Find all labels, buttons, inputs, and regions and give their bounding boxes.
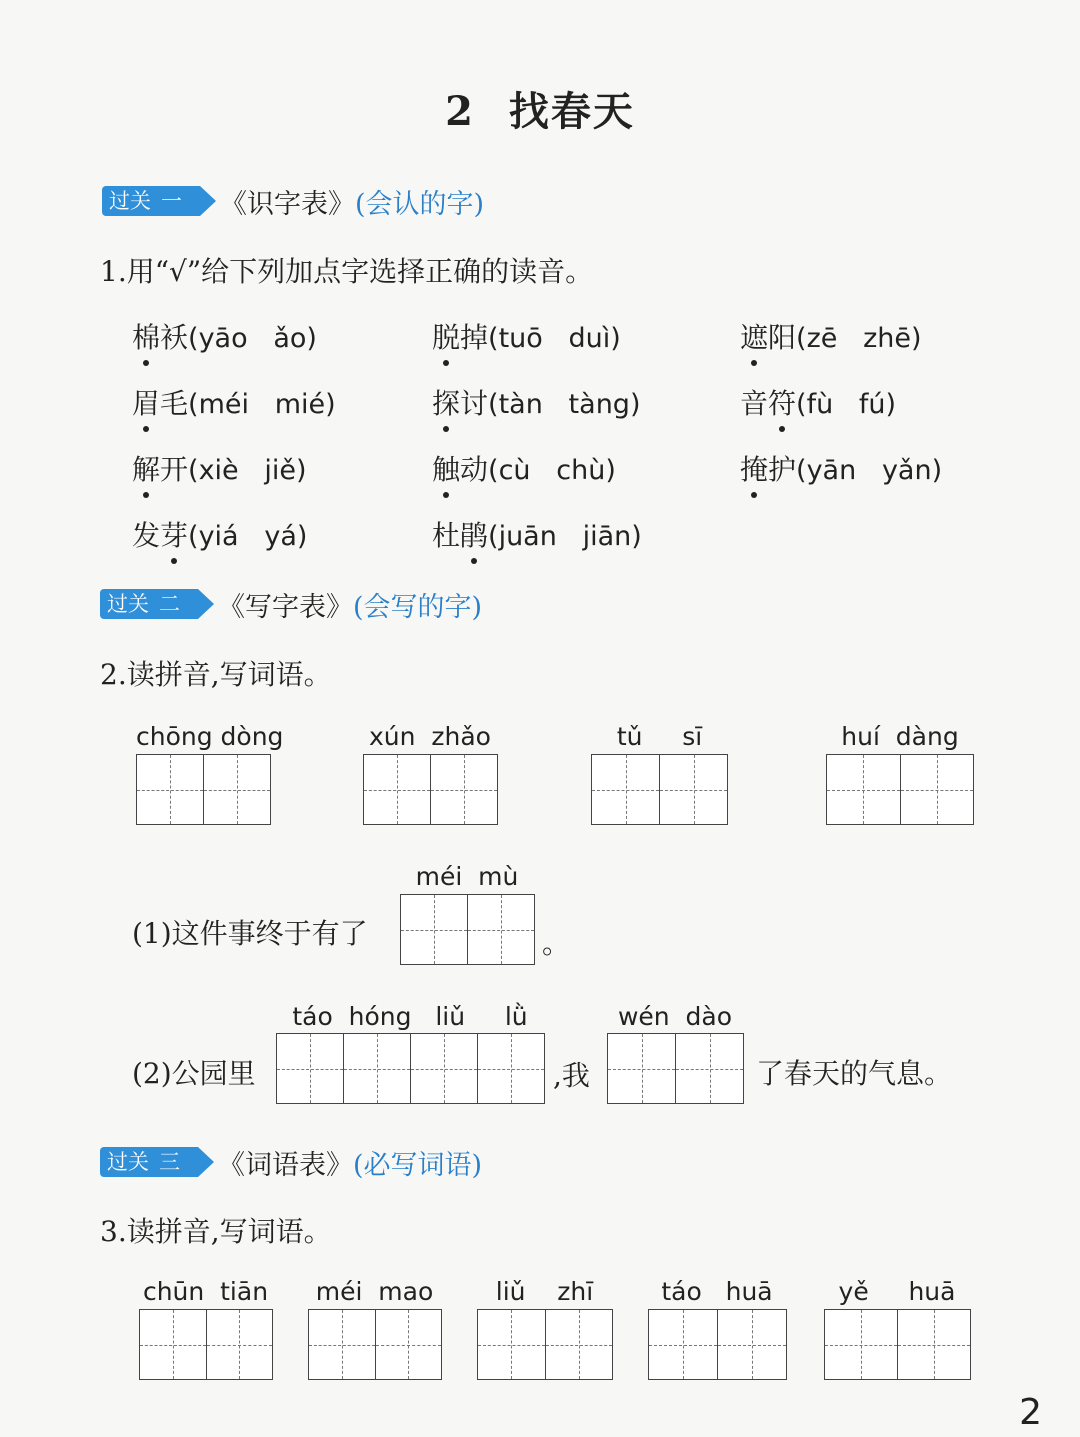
reading-item: 音符(fù fú): [740, 382, 896, 422]
reading-item: 解开(xiè jiě): [132, 448, 307, 488]
pinyin-label: liǔ zhī: [495, 1277, 594, 1306]
writing-grid[interactable]: [591, 754, 728, 825]
section-sub: (会认的字): [355, 188, 485, 220]
writing-grid[interactable]: [400, 894, 535, 965]
section-tag: 过关 一: [102, 186, 200, 216]
writing-grid[interactable]: [363, 754, 498, 825]
question-2-prompt: 2.读拼音,写词语。: [100, 658, 332, 691]
writing-grid[interactable]: [276, 1033, 545, 1104]
section-name: 《识字表》: [220, 188, 355, 220]
writing-grid[interactable]: [607, 1033, 744, 1104]
reading-item: 遮阳(zē zhē): [740, 316, 922, 356]
pinyin-label: yě huā: [838, 1277, 956, 1306]
pinyin-label: huí dàng: [841, 722, 959, 751]
reading-item: 触动(cù chù): [432, 448, 616, 488]
writing-grid[interactable]: [826, 754, 974, 825]
reading-item: 棉袄(yāo ǎo): [132, 316, 317, 356]
pinyin-label: xún zhǎo: [369, 722, 491, 751]
pinyin-label: chōng dòng: [136, 722, 284, 751]
sentence-2-mid: ,我: [553, 1059, 590, 1092]
sentence-2-end: 了春天的气息。: [756, 1057, 953, 1090]
section-sub: (必写词语): [353, 1149, 483, 1181]
reading-item: 脱掉(tuō duì): [432, 316, 621, 356]
lesson-title: 找春天: [508, 88, 635, 135]
writing-grid[interactable]: [824, 1309, 971, 1380]
lesson-number: 2: [445, 88, 475, 135]
writing-grid[interactable]: [308, 1309, 442, 1380]
section-tag: 过关 三: [100, 1147, 198, 1177]
reading-item: 探讨(tàn tàng): [432, 382, 640, 422]
pinyin-label: méi mù: [415, 862, 519, 891]
pinyin-label: táo huā: [661, 1277, 773, 1306]
section-name: 《写字表》: [218, 591, 353, 623]
page-number: 2: [1019, 1392, 1042, 1433]
pinyin-label: tǔ sī: [616, 722, 703, 751]
section-tag: 过关 二: [100, 589, 198, 619]
sentence-1-end: 。: [542, 927, 571, 960]
reading-item: 杜鹃(juān jiān): [432, 514, 642, 554]
page-title: [0, 80, 1080, 137]
writing-grid[interactable]: [139, 1309, 273, 1380]
reading-item: 掩护(yān yǎn): [740, 448, 942, 488]
pinyin-label: táo hóng liǔ lǜ: [292, 1002, 528, 1031]
pinyin-label: méi mao: [315, 1277, 434, 1306]
question-3-prompt: 3.读拼音,写词语。: [100, 1215, 332, 1248]
reading-item: 发芽(yiá yá): [132, 514, 307, 554]
section-badge-3: [100, 1147, 483, 1181]
pinyin-label: chūn tiān: [142, 1277, 269, 1306]
writing-grid[interactable]: [648, 1309, 787, 1380]
sentence-1-label: (1)这件事终于有了: [132, 917, 368, 950]
pinyin-label: wén dào: [617, 1002, 733, 1031]
section-badge-1: [102, 186, 485, 220]
reading-item: 眉毛(méi mié): [132, 382, 336, 422]
sentence-2-label: (2)公园里: [132, 1057, 256, 1090]
writing-grid[interactable]: [136, 754, 271, 825]
section-badge-2: [100, 589, 483, 623]
question-1-prompt: 1.用“√”给下列加点字选择正确的读音。: [100, 255, 594, 288]
section-sub: (会写的字): [353, 591, 483, 623]
section-name: 《词语表》: [218, 1149, 353, 1181]
writing-grid[interactable]: [477, 1309, 613, 1380]
